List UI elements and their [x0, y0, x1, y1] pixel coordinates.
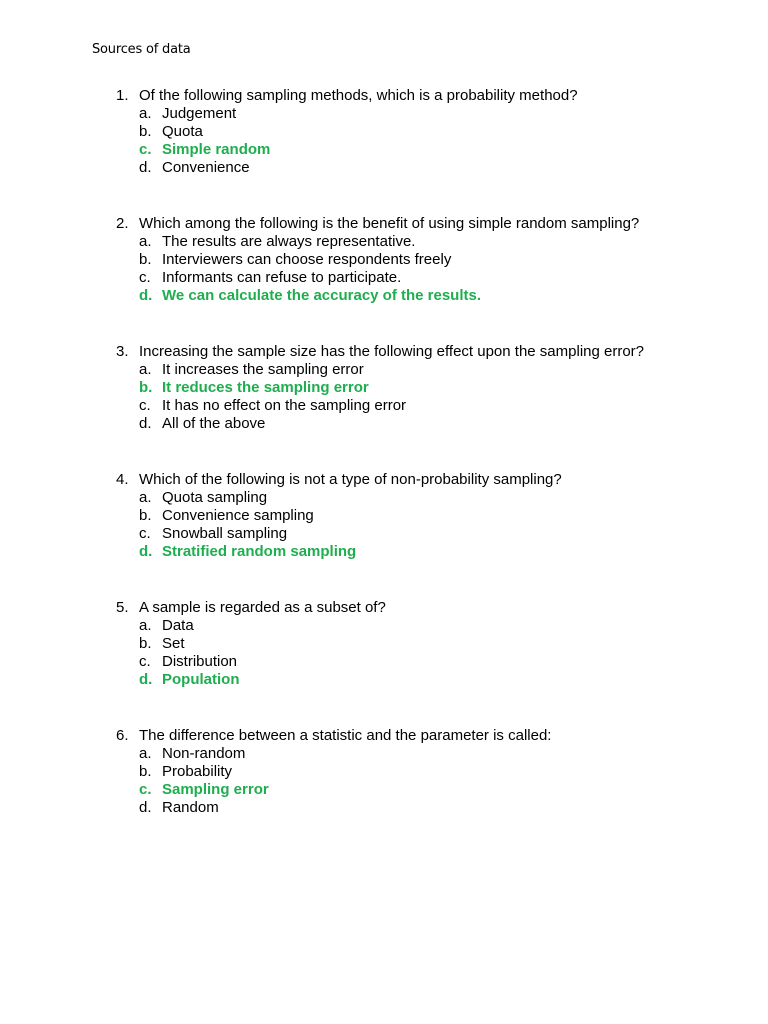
- question-2: [0, 215, 768, 343]
- option-label: b.: [139, 251, 152, 268]
- question-6: [0, 727, 768, 855]
- option-text: Sampling error: [162, 781, 269, 798]
- option-text: All of the above: [162, 415, 266, 432]
- option-text: Judgement: [162, 105, 237, 122]
- option-label: a.: [139, 105, 152, 122]
- question-4: [0, 471, 768, 599]
- option-label: c.: [139, 397, 151, 414]
- option-label: d.: [139, 415, 152, 432]
- option-label: d.: [139, 543, 153, 560]
- header-title: Sources of data: [92, 42, 191, 57]
- option-text: Probability: [162, 763, 233, 780]
- question-number: 1.: [116, 87, 129, 104]
- question-number: 6.: [116, 727, 129, 744]
- option-label: b.: [139, 763, 152, 780]
- question-3: [0, 343, 768, 471]
- option-label: c.: [139, 269, 151, 286]
- question-text: Of the following sampling methods, which is a probability method?: [139, 87, 578, 104]
- option-label: a.: [139, 489, 152, 506]
- option-label: b.: [139, 123, 152, 140]
- option-label: d.: [139, 287, 153, 304]
- question-number: 5.: [116, 599, 129, 616]
- question-text: Which among the following is the benefit of using simple random sampling?: [139, 215, 640, 232]
- option-text: Population: [162, 671, 240, 688]
- option-text: Distribution: [162, 653, 238, 670]
- question-text: Which of the following is not a type of non-probability sampling?: [139, 471, 562, 488]
- option-text: Convenience: [162, 159, 250, 176]
- option-label: b.: [139, 379, 153, 396]
- question-number: 3.: [116, 343, 129, 360]
- option-text: It increases the sampling error: [162, 361, 364, 378]
- question-1: [0, 87, 768, 215]
- option-label: c.: [139, 141, 152, 158]
- option-label: a.: [139, 233, 152, 250]
- option-text: It reduces the sampling error: [162, 379, 369, 396]
- option-text: The results are always representative.: [162, 233, 416, 250]
- question-5: [0, 599, 768, 727]
- option-label: d.: [139, 799, 152, 816]
- option-label: d.: [139, 671, 153, 688]
- question-list: [0, 87, 768, 855]
- question-number: 2.: [116, 215, 129, 232]
- page-header: [92, 42, 191, 57]
- question-text: The difference between a statistic and the parameter is called:: [139, 727, 552, 744]
- option-text: Quota: [162, 123, 203, 140]
- option-text: Simple random: [162, 141, 271, 158]
- option-text: Random: [162, 799, 219, 816]
- option-label: a.: [139, 361, 152, 378]
- option-label: c.: [139, 653, 151, 670]
- option-text: Convenience sampling: [162, 507, 314, 524]
- option-text: We can calculate the accuracy of the results.: [162, 287, 482, 304]
- option-label: b.: [139, 635, 152, 652]
- option-text: Non-random: [162, 745, 246, 762]
- option-text: Set: [162, 635, 185, 652]
- option-label: a.: [139, 745, 152, 762]
- option-text: Informants can refuse to participate.: [162, 269, 402, 286]
- option-text: Interviewers can choose respondents freely: [162, 251, 452, 268]
- option-text: Stratified random sampling: [162, 543, 357, 560]
- option-text: Data: [162, 617, 194, 634]
- option-label: c.: [139, 525, 151, 542]
- option-text: Quota sampling: [162, 489, 268, 506]
- question-number: 4.: [116, 471, 129, 488]
- option-label: d.: [139, 159, 152, 176]
- option-label: c.: [139, 781, 152, 798]
- option-text: It has no effect on the sampling error: [162, 397, 407, 414]
- option-text: Snowball sampling: [162, 525, 288, 542]
- question-text: A sample is regarded as a subset of?: [139, 599, 386, 616]
- option-label: a.: [139, 617, 152, 634]
- question-text: Increasing the sample size has the following effect upon the sampling error?: [139, 343, 645, 360]
- option-label: b.: [139, 507, 152, 524]
